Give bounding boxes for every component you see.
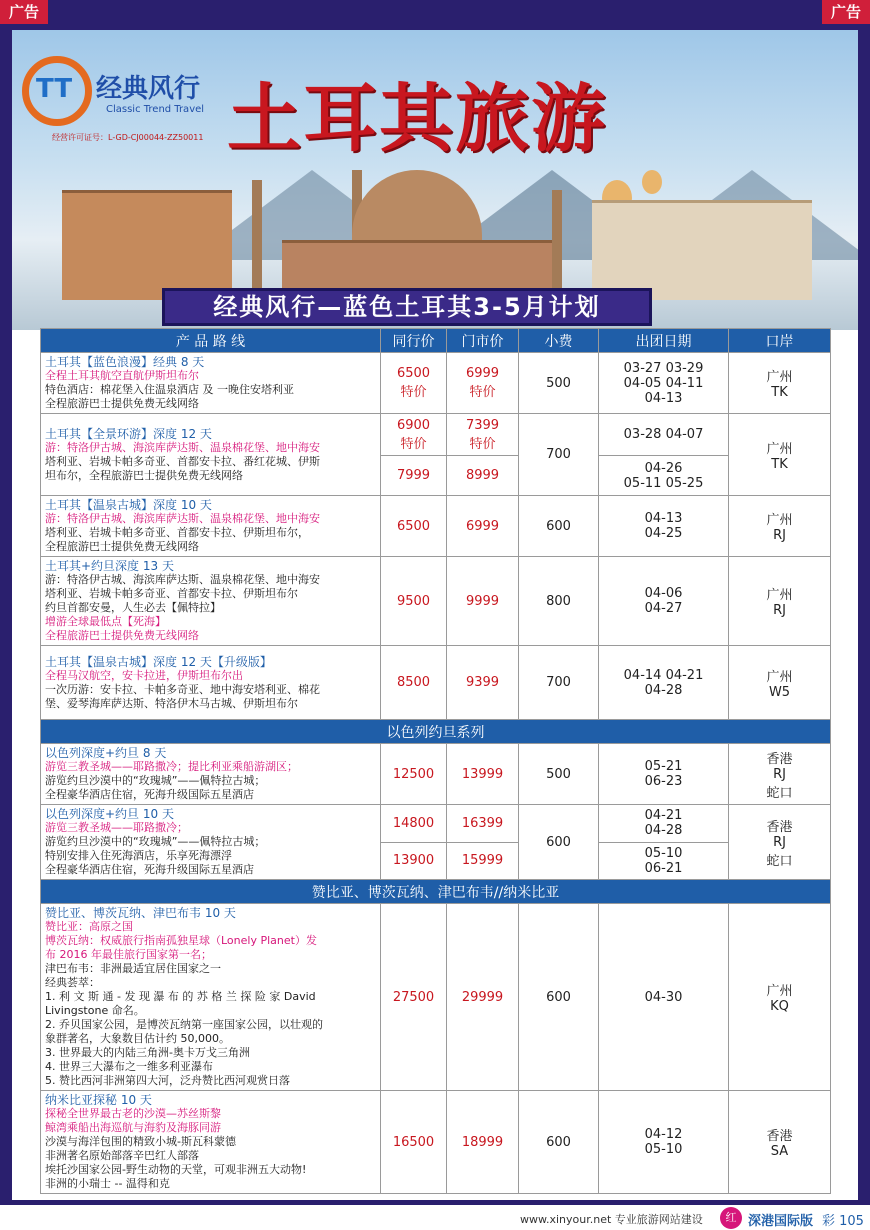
route-line: 3. 世界最大的内陆三角洲-奥卡万戈三角洲 xyxy=(45,1046,250,1059)
col-header-dates: 出团日期 xyxy=(599,329,729,353)
col-header-route: 产 品 路 线 xyxy=(41,329,381,353)
tip-cell: 600 xyxy=(519,496,599,557)
date-line: 03-27 03-29 xyxy=(623,360,704,376)
brand-logo xyxy=(22,56,212,146)
airline-code: RJ xyxy=(773,603,786,618)
route-cell xyxy=(41,1091,381,1194)
port-city: 广州 xyxy=(766,588,793,603)
table-row xyxy=(41,646,831,720)
retail-price-cell: 16399 xyxy=(447,805,519,843)
retail-price-cell xyxy=(447,353,519,414)
retail-price-cell: 29999 xyxy=(447,904,519,1091)
peer-price-cell xyxy=(381,353,447,414)
date-line: 04-28 xyxy=(644,823,683,839)
dates-cell xyxy=(599,557,729,646)
route-line: 5. 赞比西河非洲第四大河，泛舟赞比西河观赏日落 xyxy=(45,1074,290,1087)
route-cell xyxy=(41,353,381,414)
port-cell xyxy=(729,557,831,646)
footer-url[interactable]: www.xinyour.net 专业旅游网站建设 xyxy=(520,1213,703,1226)
dates-cell xyxy=(599,496,729,557)
city-skyline xyxy=(52,180,832,300)
airline-code: KQ xyxy=(770,999,789,1014)
table-row xyxy=(41,744,831,805)
route-line: 象群著名，大象数目估计约 50,000。 xyxy=(45,1032,230,1045)
page-footer xyxy=(0,1205,870,1230)
route-line: 游览三教圣城——耶路撒冷；提比利亚乘船游湖区； xyxy=(45,760,298,773)
logo-en-name: Classic Trend Travel xyxy=(106,104,205,115)
route-title: 土耳其【全景环游】深度 12 天 xyxy=(45,426,212,441)
date-line: 04-27 xyxy=(644,601,683,616)
palace-building xyxy=(592,200,812,300)
logo-cn-name: 经典风行 xyxy=(96,74,201,104)
route-title: 以色列深度+约旦 10 天 xyxy=(45,807,174,821)
date-line: 04-13 xyxy=(644,390,683,406)
date-line: 06-21 xyxy=(644,860,683,876)
price-note: 特价 xyxy=(400,385,427,400)
dates-cell xyxy=(599,904,729,1091)
col-header-port: 口岸 xyxy=(729,329,831,353)
price-note: 特价 xyxy=(469,436,496,452)
peer-price: 6900 xyxy=(396,417,431,433)
route-line: 游：特洛伊古城、海滨库萨达斯、温泉棉花堡、地中海安 xyxy=(45,573,320,586)
port-city: 蛇口 xyxy=(766,853,793,869)
port-cell xyxy=(729,353,831,414)
port-cell xyxy=(729,414,831,496)
table-row xyxy=(41,353,831,414)
price-note: 特价 xyxy=(469,385,496,400)
date-line: 04-28 xyxy=(644,682,683,698)
ad-label-right: 广告 xyxy=(822,0,870,24)
route-line: 特色酒店：棉花堡入住温泉酒店 及 一晚住安塔利亚 xyxy=(45,383,294,396)
route-line: 游览三教圣城——耶路撒冷； xyxy=(45,821,188,834)
route-cell xyxy=(41,744,381,805)
route-title: 纳米比亚探秘 10 天 xyxy=(45,1093,152,1107)
section-title-israel: 以色列约旦系列 xyxy=(41,720,831,744)
footer-badge-icon: 红 xyxy=(720,1207,742,1229)
retail-price: 7399 xyxy=(465,417,500,433)
date-line: 05-10 xyxy=(644,845,683,861)
banner xyxy=(12,30,858,330)
tip-cell: 600 xyxy=(519,805,599,880)
route-line: 非洲的小瑞士 -- 温得和克 xyxy=(45,1177,170,1190)
table-row xyxy=(41,805,831,843)
retail-price-cell: 18999 xyxy=(447,1091,519,1194)
dates-cell xyxy=(599,646,729,720)
date-line: 05-11 05-25 xyxy=(623,475,704,491)
date-line: 05-10 xyxy=(644,1142,683,1157)
peer-price-cell: 27500 xyxy=(381,904,447,1091)
route-line: 全程旅游巴士提供免费无线网络 xyxy=(45,540,199,553)
route-line: 全程旅游巴士提供免费无线网络 xyxy=(45,629,199,642)
route-line: 经典荟萃： xyxy=(45,976,100,989)
tip-cell: 500 xyxy=(519,744,599,805)
col-header-peer-price: 同行价 xyxy=(381,329,447,353)
table-row xyxy=(41,414,831,456)
library-building xyxy=(62,190,232,300)
route-line: 一次历游：安卡拉、卡帕多奇亚、地中海安塔利亚、棉花 xyxy=(45,682,320,696)
price-note: 特价 xyxy=(400,436,427,452)
port-city: 蛇口 xyxy=(766,785,793,801)
route-cell xyxy=(41,414,381,496)
route-line: 非洲著名原始部落辛巴红人部落 xyxy=(45,1149,199,1162)
section-title-africa: 赞比亚、博茨瓦纳、津巴布韦//纳米比亚 xyxy=(41,880,831,904)
port-cell xyxy=(729,646,831,720)
route-cell xyxy=(41,805,381,880)
route-line: 约旦首都安曼，人生必去【佩特拉】 xyxy=(45,601,221,614)
tip-cell: 700 xyxy=(519,646,599,720)
peer-price-cell xyxy=(381,414,447,456)
route-cell xyxy=(41,557,381,646)
route-line: 埃托沙国家公园-野生动物的天堂，可观非洲五大动物! xyxy=(45,1163,307,1176)
route-line: 2. 乔贝国家公园，是博茨瓦纳第一座国家公园，以壮观的 xyxy=(45,1018,323,1031)
col-header-retail-price: 门市价 xyxy=(447,329,519,353)
port-cell xyxy=(729,1091,831,1194)
retail-price-cell: 15999 xyxy=(447,842,519,880)
port-city: 广州 xyxy=(766,441,793,457)
date-line: 04-05 04-11 xyxy=(623,375,704,391)
route-title: 土耳其+约旦深度 13 天 xyxy=(45,559,174,573)
retail-price-cell: 8999 xyxy=(447,456,519,496)
route-cell xyxy=(41,904,381,1091)
retail-price-cell: 6999 xyxy=(447,496,519,557)
table-row xyxy=(41,496,831,557)
retail-price: 6999 xyxy=(465,366,500,381)
port-cell xyxy=(729,744,831,805)
route-line: 塔利亚、岩城卡帕多奇亚、首都安卡拉、番红花城、伊斯 xyxy=(45,454,320,468)
table-row xyxy=(41,904,831,1091)
date-line: 04-06 xyxy=(644,586,683,601)
table-header-row xyxy=(41,329,831,353)
route-line: Livingstone 命名。 xyxy=(45,1004,145,1017)
dates-cell xyxy=(599,744,729,805)
port-cell xyxy=(729,496,831,557)
route-title: 土耳其【蓝色浪漫】经典 8 天 xyxy=(45,355,205,369)
route-line: 游：特洛伊古城、海滨库萨达斯、温泉棉花堡、地中海安 xyxy=(45,512,320,525)
route-cell xyxy=(41,646,381,720)
airline-code: W5 xyxy=(768,684,791,700)
port-city: 广州 xyxy=(766,513,793,528)
date-line: 04-25 xyxy=(644,526,683,541)
route-line: 全程豪华酒店住宿，死海升级国际五星酒店 xyxy=(45,788,254,801)
retail-price-cell xyxy=(447,414,519,456)
route-line: 博茨瓦纳：权威旅行指南孤独星球（Lonely Planet）发 xyxy=(45,934,317,947)
peer-price-cell: 14800 xyxy=(381,805,447,843)
date-line: 03-28 04-07 xyxy=(623,427,704,442)
dates-cell xyxy=(599,805,729,843)
port-city: 广州 xyxy=(766,370,793,385)
dates-cell xyxy=(599,456,729,496)
route-cell xyxy=(41,496,381,557)
route-line: 堡、爱琴海库萨达斯、特洛伊木马古城、伊斯坦布尔 xyxy=(45,696,298,710)
route-line: 游览约旦沙漠中的“玫瑰城”——佩特拉古城； xyxy=(45,835,266,848)
date-line: 04-21 xyxy=(644,808,683,824)
route-line: 全程豪华酒店住宿，死海升级国际五星酒店 xyxy=(45,863,254,876)
dates-cell xyxy=(599,1091,729,1194)
route-line: 1. 利 文 斯 通 - 发 现 瀑 布 的 苏 格 兰 探 险 家 David xyxy=(45,990,316,1003)
peer-price-cell: 12500 xyxy=(381,744,447,805)
date-line: 04-30 xyxy=(644,989,683,1005)
tour-price-table xyxy=(40,328,831,1194)
retail-price-cell: 9399 xyxy=(447,646,519,720)
tip-cell: 500 xyxy=(519,353,599,414)
route-line: 游：特洛伊古城、海滨库萨达斯、温泉棉花堡、地中海安 xyxy=(45,440,320,454)
route-line: 游览约旦沙漠中的“玫瑰城”——佩特拉古城； xyxy=(45,774,266,787)
table-row xyxy=(41,557,831,646)
route-line: 坦布尔，全程旅游巴士提供免费无线网络 xyxy=(45,468,243,482)
port-city: 广州 xyxy=(766,984,793,999)
route-line: 塔利亚、岩城卡帕多奇亚、首都安卡拉、伊斯坦布尔， xyxy=(45,526,309,539)
airline-code: RJ xyxy=(773,528,786,543)
minaret xyxy=(552,190,562,300)
port-city: 香港 xyxy=(766,751,793,767)
date-line: 04-26 xyxy=(644,460,683,476)
route-line: 赞比亚：高原之国 xyxy=(45,920,133,933)
route-line: 塔利亚、岩城卡帕多奇亚、首都安卡拉、伊斯坦布尔 xyxy=(45,587,298,600)
dates-cell xyxy=(599,353,729,414)
route-line: 全程旅游巴士提供免费无线网络 xyxy=(45,397,199,410)
port-cell xyxy=(729,904,831,1091)
page-title: 土耳其旅游 xyxy=(227,76,607,162)
ad-label-left: 广告 xyxy=(0,0,48,24)
footer-brand: 深港国际版 xyxy=(748,1214,814,1229)
route-line: 探秘全世界最古老的沙漠—苏丝斯黎 xyxy=(45,1107,221,1120)
plan-subtitle: 经典风行—蓝色土耳其3-5月计划 xyxy=(162,288,652,326)
date-line: 04-13 xyxy=(644,511,683,526)
date-line: 04-14 04-21 xyxy=(623,667,704,683)
section-row xyxy=(41,720,831,744)
route-line: 4. 世界三大瀑布之一维多利亚瀑布 xyxy=(45,1060,213,1073)
port-city: 香港 xyxy=(766,819,793,835)
port-city: 香港 xyxy=(766,1129,793,1144)
minaret xyxy=(252,180,262,300)
route-line: 布 2016 年最佳旅行国家第一名； xyxy=(45,948,212,961)
route-title: 土耳其【温泉古城】深度 12 天【升级版】 xyxy=(45,654,272,669)
route-line: 全程马汉航空，安卡拉进，伊斯坦布尔出 xyxy=(45,668,243,682)
date-line: 04-12 xyxy=(644,1127,683,1142)
logo-mark: TT xyxy=(36,74,73,104)
peer-price-cell: 16500 xyxy=(381,1091,447,1194)
advert-page xyxy=(12,30,858,1200)
airline-code: SA xyxy=(770,1144,789,1159)
route-title: 赞比亚、博茨瓦纳、津巴布韦 10 天 xyxy=(45,906,236,920)
peer-price-cell: 8500 xyxy=(381,646,447,720)
route-title: 土耳其【温泉古城】深度 10 天 xyxy=(45,498,212,512)
airline-code: RJ xyxy=(773,766,786,782)
route-line: 沙漠与海洋包围的精致小城-斯瓦科蒙德 xyxy=(45,1135,236,1148)
license-number: 经营许可证号：L-GD-CJ00044-ZZ50011 xyxy=(52,133,204,142)
date-line: 05-21 xyxy=(644,759,683,774)
mosque-dome xyxy=(352,170,482,240)
retail-price-cell: 13999 xyxy=(447,744,519,805)
tip-cell: 700 xyxy=(519,414,599,496)
col-header-tip: 小费 xyxy=(519,329,599,353)
peer-price-cell: 13900 xyxy=(381,842,447,880)
route-line: 全程土耳其航空直航伊斯坦布尔 xyxy=(45,369,199,382)
route-line: 特别安排入住死海酒店，乐享死海漂浮 xyxy=(45,849,232,862)
peer-price-cell: 6500 xyxy=(381,496,447,557)
peer-price: 6500 xyxy=(396,366,431,381)
dates-cell xyxy=(599,842,729,880)
peer-price-cell: 9500 xyxy=(381,557,447,646)
route-line: 鲸湾乘船出海巡航与海豹及海豚同游 xyxy=(45,1121,221,1134)
airline-code: TK xyxy=(771,456,788,472)
route-line: 津巴布韦：非洲最适宜居住国家之一 xyxy=(45,962,221,975)
route-title: 以色列深度+约旦 8 天 xyxy=(45,746,167,760)
airline-code: TK xyxy=(771,385,788,400)
date-line: 06-23 xyxy=(644,774,683,789)
port-cell xyxy=(729,805,831,880)
retail-price-cell: 9999 xyxy=(447,557,519,646)
route-line: 增游全球最低点【死海】 xyxy=(45,615,166,628)
tip-cell: 600 xyxy=(519,904,599,1091)
tip-cell: 800 xyxy=(519,557,599,646)
tip-cell: 600 xyxy=(519,1091,599,1194)
table-row xyxy=(41,1091,831,1194)
section-row xyxy=(41,880,831,904)
port-city: 广州 xyxy=(766,669,793,685)
airline-code: RJ xyxy=(773,834,786,850)
page-number: 彩 105 xyxy=(822,1214,864,1229)
dates-cell xyxy=(599,414,729,456)
peer-price-cell: 7999 xyxy=(381,456,447,496)
